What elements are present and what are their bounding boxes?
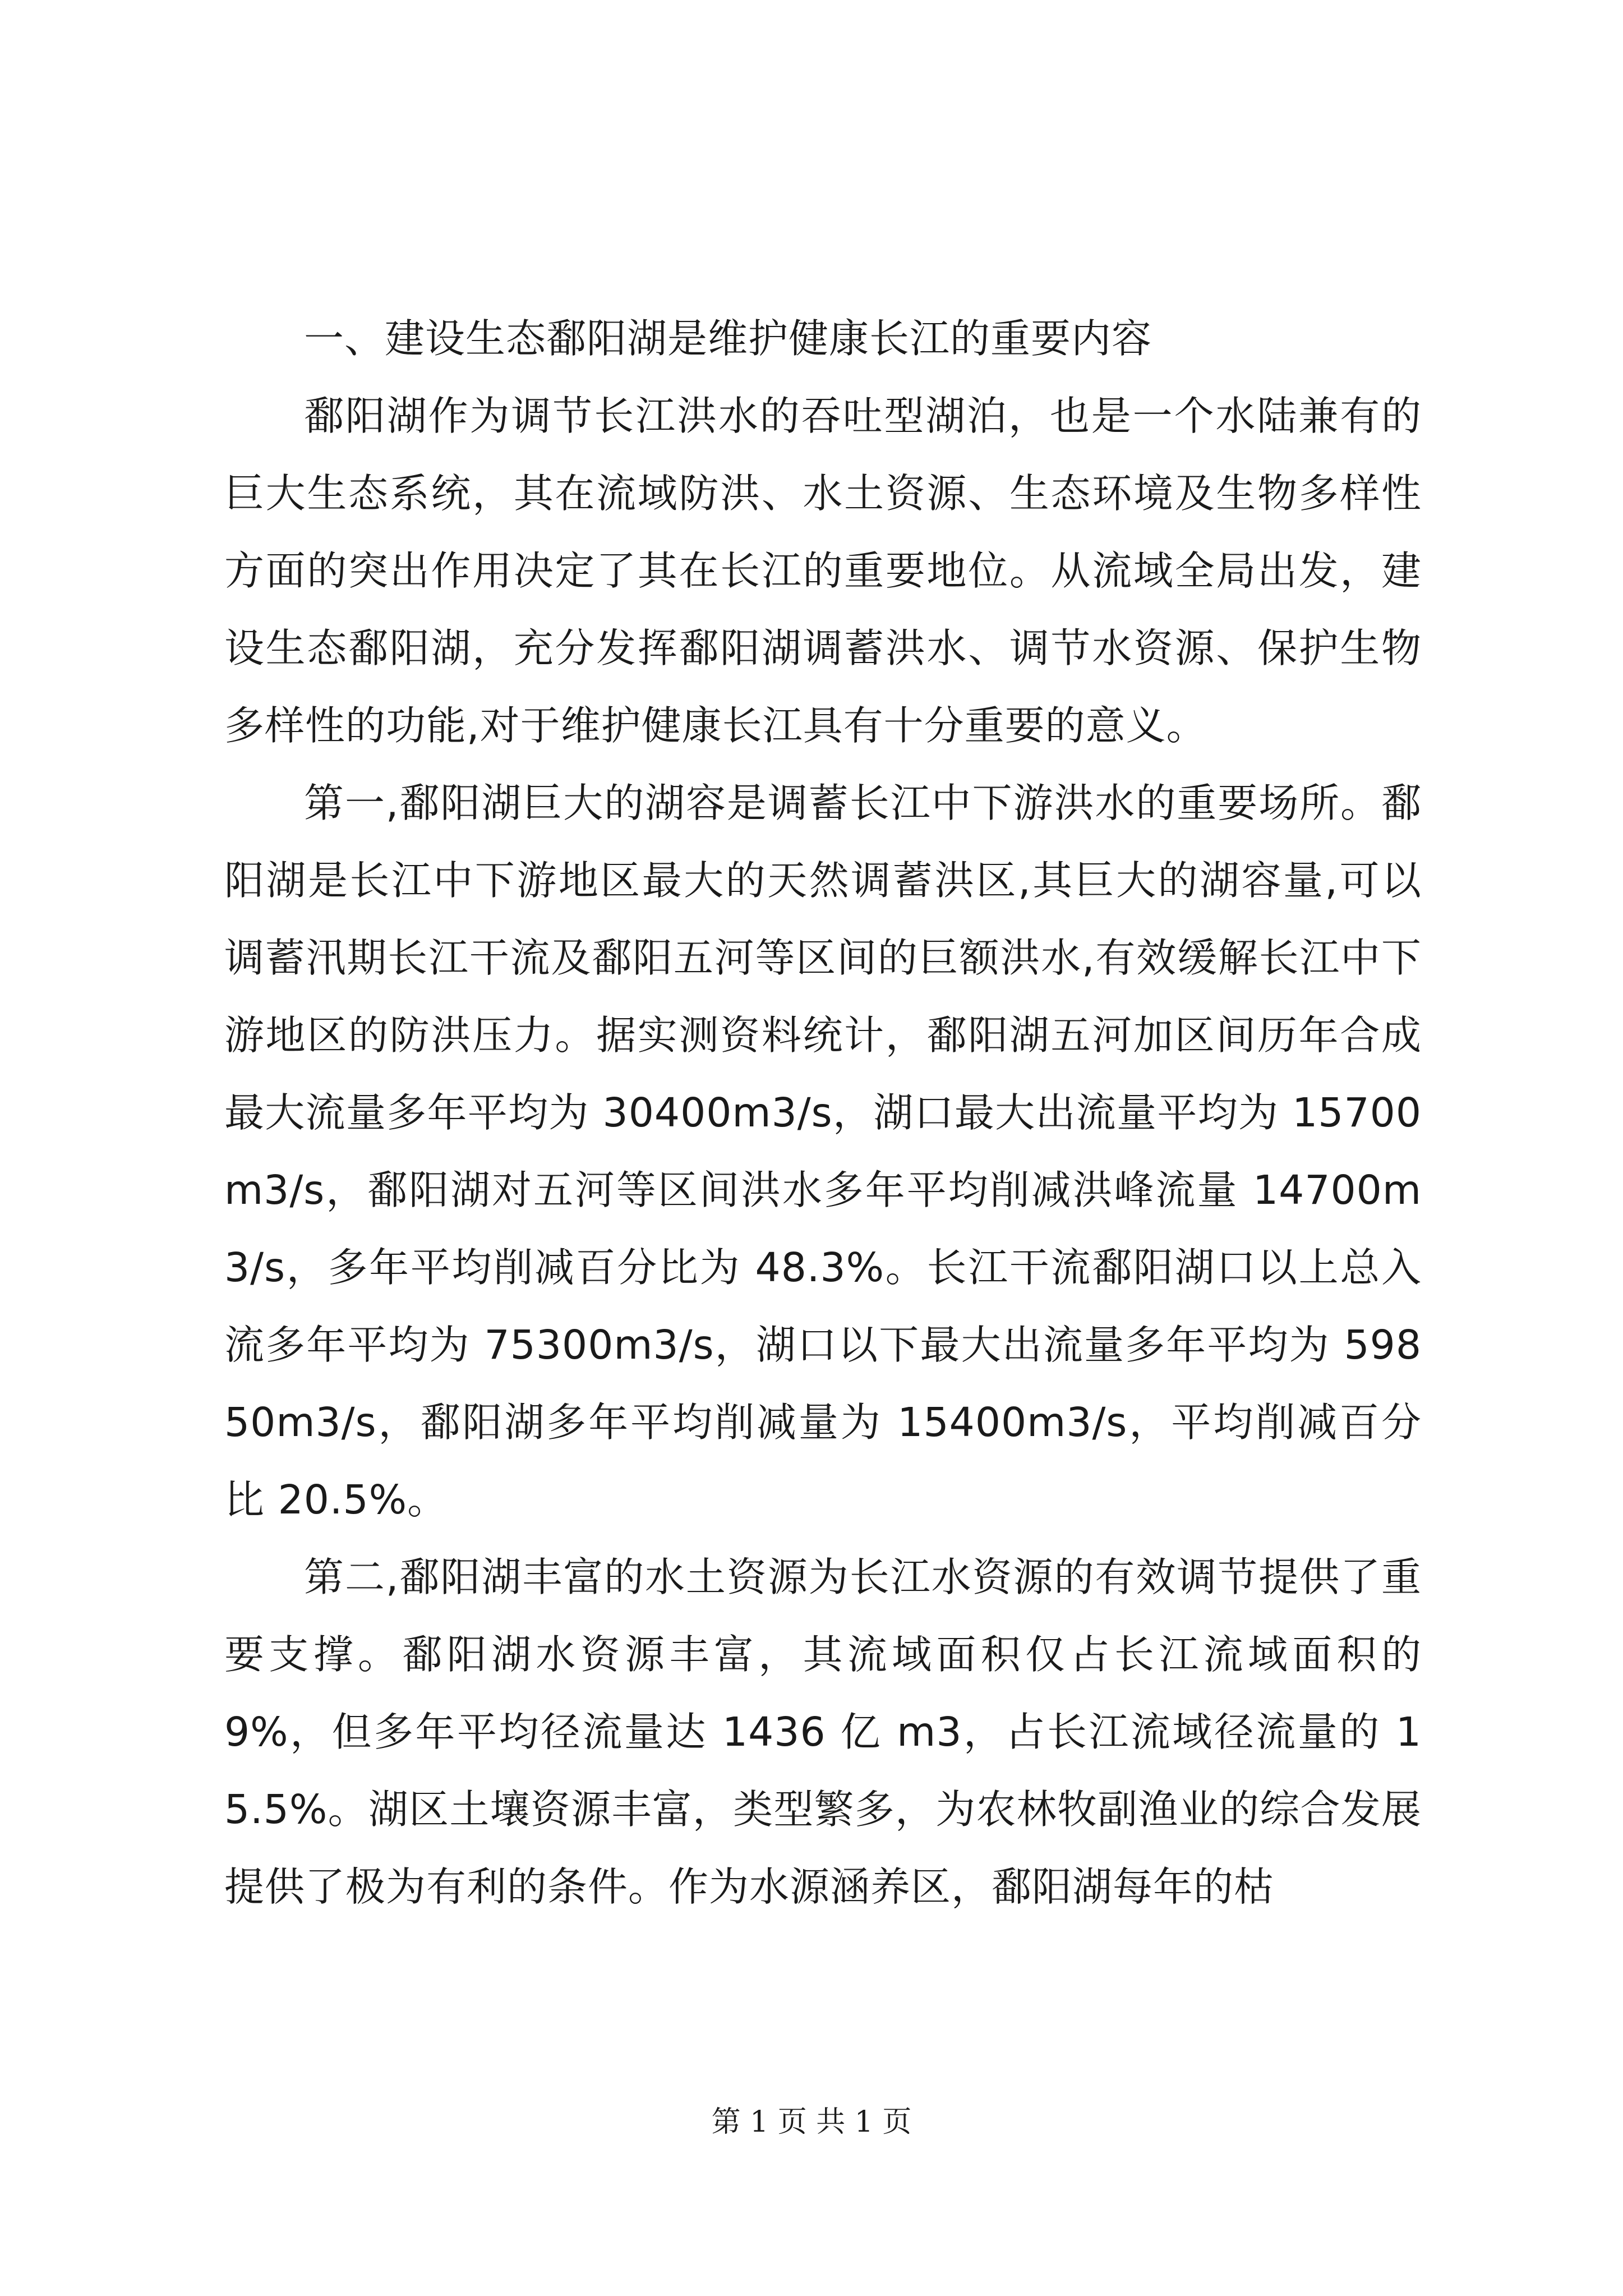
paragraph-intro: 鄱阳湖作为调节长江洪水的吞吐型湖泊，也是一个水陆兼有的巨大生态系统，其在流域防洪、水土资源、生态环境及生物多样性方面的突出作用决定了其在长江的重要地位。从流域全局出发，建设生态鄱阳湖，充分发挥鄱阳湖调蓄洪水、调节水资源、保护生物多样性的功能,对于维护健康长江具有十分重要的意义。 <box>224 393 1422 749</box>
page-footer: 第 1 页 共 1 页 <box>711 2105 912 2139</box>
paragraph-first-point: 第一,鄱阳湖巨大的湖容是调蓄长江中下游洪水的重要场所。鄱阳湖是长江中下游地区最大的天然调蓄洪区,其巨大的湖容量,可以调蓄汛期长江干流及鄱阳五河等区间的巨额洪水,有效缓解长江中下游地区的防洪压力。据实测资料统计，鄱阳湖五河加区间历年合成最大流量多年平均为 30400m3/s，湖口最大出流量平均为 15700m3/s，鄱阳湖对五河等区间洪水多年平均削减洪峰流量 14700m3/s，多年平均削减百分比为 48.3%。长江干流鄱阳湖口以上总入流多年平均为 75300m3/s，湖口以下最大出流量多年平均为 59850m3/s，鄱阳湖多年平均削减量为 15400m3/s，平均削减百分比 20.5%。 <box>224 780 1422 1523</box>
paragraph-second-point: 第二,鄱阳湖丰富的水土资源为长江水资源的有效调节提供了重要支撑。鄱阳湖水资源丰富，其流域面积仅占长江流域面积的 9%，但多年平均径流量达 1436 亿 m3，占长江流域径流量的 15.5%。湖区土壤资源丰富，类型繁多，为农林牧副渔业的综合发展提供了极为有利的条件。作为水源涵养区，鄱阳湖每年的枯 <box>224 1554 1422 1910</box>
section-heading: 一、建设生态鄱阳湖是维护健康长江的重要内容 <box>304 315 1152 362</box>
document-body <box>224 300 1422 1926</box>
